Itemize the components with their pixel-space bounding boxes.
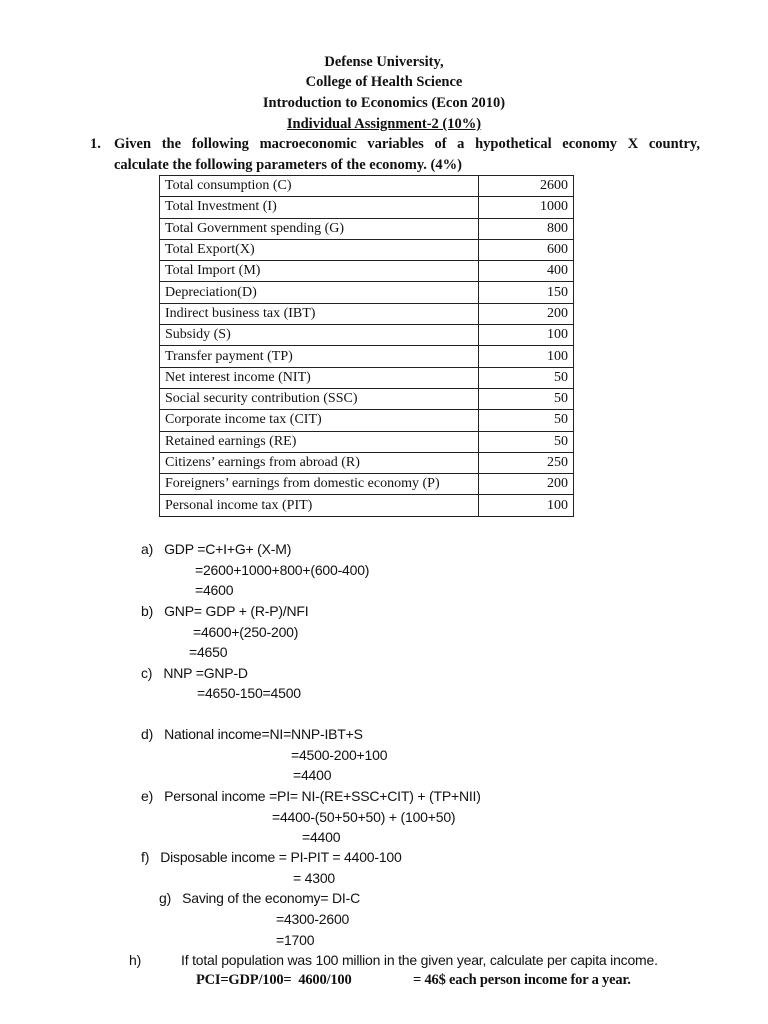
variable-value: 600: [479, 239, 574, 260]
variable-value: 800: [479, 218, 574, 239]
variable-value: 2600: [479, 176, 574, 197]
table-row: [160, 176, 574, 197]
variable-label: Total Export(X): [160, 239, 479, 260]
assignment-title: Individual Assignment-2 (10%): [286, 116, 482, 132]
variable-label: Total Government spending (G): [160, 218, 479, 239]
variable-value: 100: [479, 495, 574, 516]
variable-value: 200: [479, 474, 574, 495]
variable-label: Transfer payment (TP): [160, 346, 479, 367]
variable-value: 50: [479, 367, 574, 388]
answer-g-line-1: g) Saving of the economy= DI-C: [159, 890, 360, 906]
table-row: [160, 197, 574, 218]
variable-value: 100: [479, 325, 574, 346]
question-text-line-1: Given the following macroeconomic variables of a hypothetical economy X country,: [114, 136, 700, 152]
question-text-line-2: calculate the following parameters of the economy. (4%): [114, 157, 462, 173]
answer-h-formula: PCI=GDP/100= 4600/100: [196, 972, 352, 988]
variable-value: 200: [479, 303, 574, 324]
table-row: [160, 452, 574, 473]
table-row: [160, 218, 574, 239]
answer-c-line-1: c) NNP =GNP-D: [141, 665, 248, 681]
table-row: [160, 495, 574, 516]
table-row: [160, 474, 574, 495]
variable-value: 150: [479, 282, 574, 303]
table-row: [160, 410, 574, 431]
variable-value: 250: [479, 452, 574, 473]
answer-h-result: = 46$ each person income for a year.: [413, 972, 631, 988]
variable-label: Foreigners’ earnings from domestic economy (P): [160, 474, 479, 495]
variable-value: 100: [479, 346, 574, 367]
answer-d-line-3: =4400: [293, 767, 332, 783]
table-row: [160, 367, 574, 388]
table-row: [160, 431, 574, 452]
answer-c-line-2: =4650-150=4500: [197, 685, 301, 701]
variable-label: Citizens’ earnings from abroad (R): [160, 452, 479, 473]
variable-value: 50: [479, 410, 574, 431]
question-number: 1.: [90, 136, 101, 152]
variable-value: 50: [479, 431, 574, 452]
answer-d-line-1: d) National income=NI=NNP-IBT+S: [141, 726, 363, 742]
answer-f-line-1: f) Disposable income = PI-PIT = 4400-100: [141, 849, 402, 865]
variable-label: Retained earnings (RE): [160, 431, 479, 452]
answer-f-line-2: = 4300: [293, 870, 336, 886]
university-name: Defense University,: [324, 54, 444, 70]
variable-label: Indirect business tax (IBT): [160, 303, 479, 324]
variable-label: Total consumption (C): [160, 176, 479, 197]
college-name: College of Health Science: [305, 74, 463, 90]
answer-g-line-2: =4300-2600: [276, 911, 350, 927]
answer-a-line-3: =4600: [195, 582, 234, 598]
table-row: [160, 346, 574, 367]
table-row: [160, 303, 574, 324]
variable-label: Total Import (M): [160, 261, 479, 282]
answer-e-line-3: =4400: [302, 829, 341, 845]
table-row: [160, 239, 574, 260]
answer-a-line-1: a) GDP =C+I+G+ (X-M): [141, 541, 292, 557]
table-row: [160, 325, 574, 346]
course-title: Introduction to Economics (Econ 2010): [262, 95, 506, 111]
variable-label: Personal income tax (PIT): [160, 495, 479, 516]
answer-g-line-3: =1700: [276, 932, 315, 948]
answer-e-line-2: =4400-(50+50+50) + (100+50): [272, 809, 456, 825]
answer-b-line-3: =4650: [189, 644, 228, 660]
variable-label: Total Investment (I): [160, 197, 479, 218]
answer-d-line-2: =4500-200+100: [291, 747, 388, 763]
table-row: [160, 261, 574, 282]
variable-value: 1000: [479, 197, 574, 218]
table-row: [160, 388, 574, 409]
macro-variables-table: [159, 175, 574, 517]
variable-label: Depreciation(D): [160, 282, 479, 303]
variable-value: 400: [479, 261, 574, 282]
table-row: [160, 282, 574, 303]
answer-h-label: h): [129, 952, 142, 968]
variable-label: Subsidy (S): [160, 325, 479, 346]
variable-label: Net interest income (NIT): [160, 367, 479, 388]
answer-e-line-1: e) Personal income =PI= NI-(RE+SSC+CIT) + (TP+NII): [141, 788, 481, 804]
variable-label: Social security contribution (SSC): [160, 388, 479, 409]
answer-h-line-1: If total population was 100 million in the given year, calculate per capita income.: [181, 952, 658, 968]
answer-b-line-1: b) GNP= GDP + (R-P)/NFI: [141, 603, 309, 619]
variable-value: 50: [479, 388, 574, 409]
answer-b-line-2: =4600+(250-200): [193, 624, 299, 640]
variable-label: Corporate income tax (CIT): [160, 410, 479, 431]
answer-a-line-2: =2600+1000+800+(600-400): [195, 562, 370, 578]
